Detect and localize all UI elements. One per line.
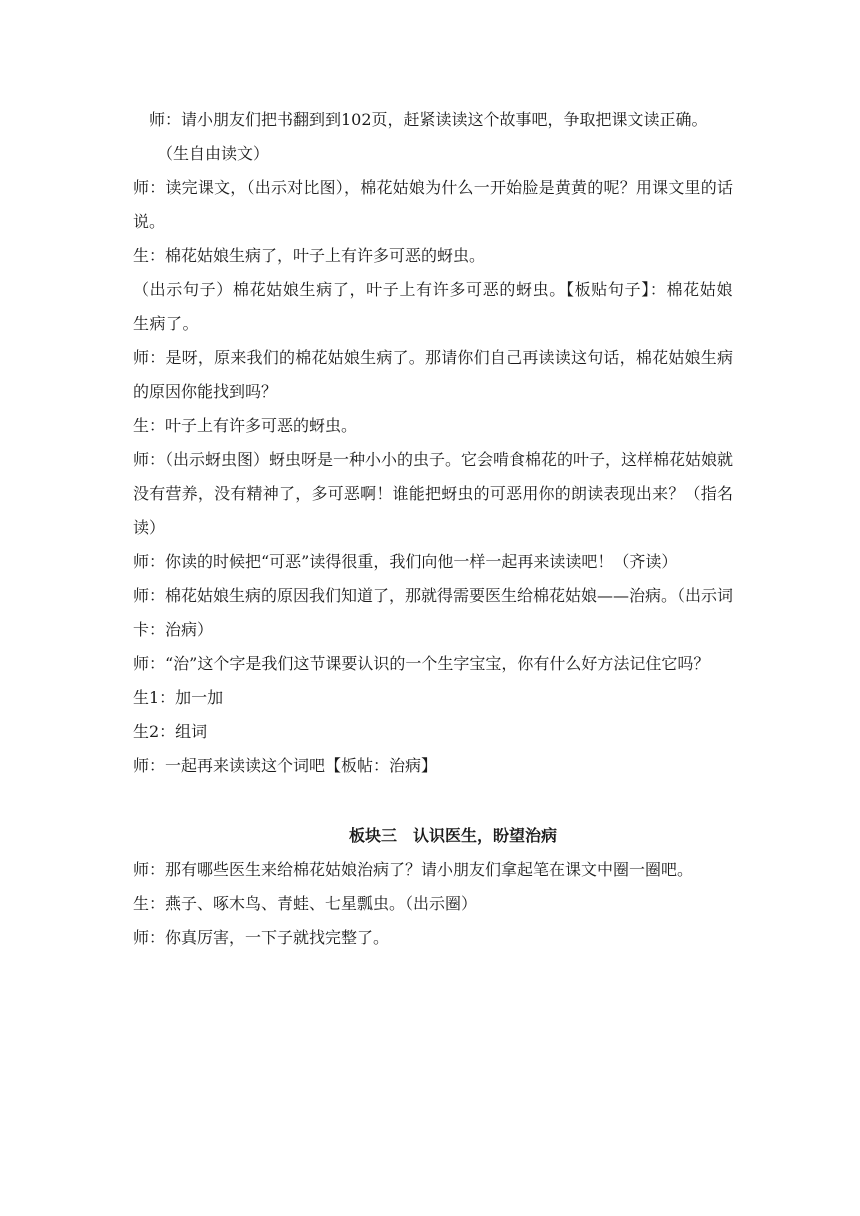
document-body (133, 103, 733, 955)
paragraph-student-aphids: 生：叶子上有许多可恶的蚜虫。 (133, 416, 358, 435)
paragraph-teacher-question: 师：读完课文，（出示对比图），棉花姑娘为什么一开始脸是黄黄的呢？用课文里的话说。 (133, 178, 733, 231)
paragraph-teacher-open-book: 师：请小朋友们把书翻到到102页，赶紧读读这个故事吧，争取把课文读正确。 (149, 110, 708, 129)
paragraph-show-sentence: （出示句子）棉花姑娘生病了，叶子上有许多可恶的蚜虫。【板贴句子】：棉花姑娘生病了。 (133, 280, 733, 333)
paragraph-teacher-doctors: 师：那有哪些医生来给棉花姑娘治病了？请小朋友们拿起笔在课文中圈一圈吧。 (133, 860, 694, 879)
paragraph-student-answer: 生：棉花姑娘生病了，叶子上有许多可恶的蚜虫。 (133, 246, 486, 265)
paragraph-teacher-reason: 师：是呀，原来我们的棉花姑娘生病了。那请你们自己再读读这句话，棉花姑娘生病的原因你能找到吗？ (133, 348, 733, 401)
paragraph-student-2: 生2：组词 (133, 722, 208, 741)
paragraph-students-read: （生自由读文） (157, 144, 270, 163)
paragraph-teacher-aphid-image: 师：（出示蚜虫图）蚜虫呀是一种小小的虫子。它会啃食棉花的叶子，这样棉花姑娘就没有营养，没有精神了，多可恶啊！谁能把蚜虫的可恶用你的朗读表现出来？（指名读） (133, 450, 734, 537)
section-gap (133, 783, 733, 819)
paragraph-teacher-read-word: 师：一起再来读读这个词吧【板帖：治病】 (133, 756, 438, 775)
paragraph-student-1: 生1：加一加 (133, 688, 224, 707)
paragraph-teacher-treatment: 师：棉花姑娘生病的原因我们知道了，那就得需要医生给棉花姑娘——治病。（出示词卡：治病） (133, 586, 734, 639)
paragraph-teacher-praise: 师：你真厉害，一下子就找完整了。 (133, 928, 390, 947)
paragraph-teacher-read-together: 师：你读的时候把“可恶”读得很重，我们向他一样一起再来读读吧！（齐读） (133, 552, 678, 571)
paragraph-student-doctors: 生：燕子、啄木鸟、青蛙、七星瓢虫。（出示圈） (133, 894, 478, 913)
paragraph-teacher-character: 师：“治”这个字是我们这节课要认识的一个生字宝宝，你有什么好方法记住它吗？ (133, 654, 710, 673)
section-heading: 板块三 认识医生，盼望治病 (348, 826, 557, 845)
